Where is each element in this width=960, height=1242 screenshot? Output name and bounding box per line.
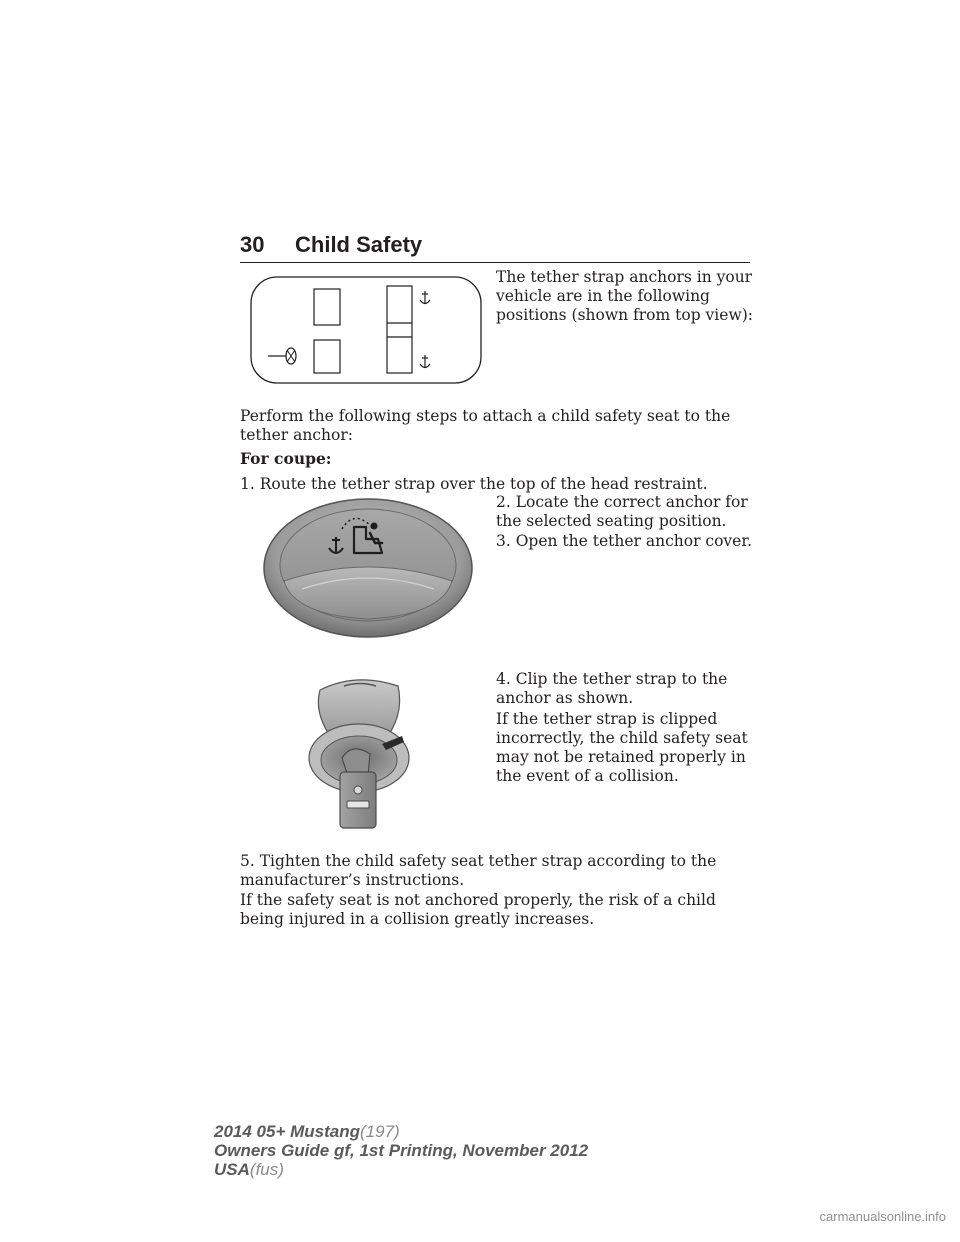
tether-anchor-cover-illustration — [262, 497, 474, 639]
footer-model: 2014 05+ Mustang — [214, 1122, 360, 1141]
footer-line-3 — [214, 1160, 284, 1179]
rear-seat — [387, 286, 412, 373]
warning-incorrect-clip: If the tether strap is clipped incorrectly, the child safety seat may not be retained properly in the event of a collision. — [496, 710, 748, 785]
section-title: Child Safety — [295, 232, 423, 257]
footer-line-1 — [214, 1122, 400, 1141]
header-rule — [240, 262, 750, 263]
tether-anchor-topview-diagram — [250, 276, 482, 384]
footer-region-code: (fus) — [249, 1160, 284, 1179]
page-number: 30 — [240, 232, 265, 257]
intro-paragraph: The tether strap anchors in your vehicle are in the following positions (shown from top view): — [496, 268, 753, 324]
step-4: 4. Clip the tether strap to the anchor as shown. — [496, 670, 728, 707]
front-left-seat — [314, 289, 340, 325]
front-right-seat — [314, 340, 340, 373]
footer-page-code: (197) — [360, 1122, 400, 1141]
perform-steps-paragraph: Perform the following steps to attach a child safety seat to the tether anchor: — [240, 407, 731, 444]
footer-printing: Owners Guide gf, 1st Printing, November 2012 — [214, 1141, 589, 1160]
tether-clip-illustration — [308, 672, 410, 832]
coupe-heading: For coupe: — [240, 449, 332, 468]
warning-anchoring: If the safety seat is not anchored properly, the risk of a child being injured in a collision greatly increases. — [240, 891, 716, 928]
step-2: 2. Locate the correct anchor for the selected seating position. — [496, 493, 748, 530]
step-5: 5. Tighten the child safety seat tether strap according to the manufacturer’s instructions. — [240, 852, 717, 889]
step-3: 3. Open the tether anchor cover. — [496, 532, 752, 550]
footer-region: USA — [214, 1160, 250, 1179]
watermark: carmanualsonline.info — [819, 1209, 946, 1224]
footer-line-2 — [214, 1141, 588, 1160]
step-1: 1. Route the tether strap over the top of the head restraint. — [240, 475, 708, 493]
